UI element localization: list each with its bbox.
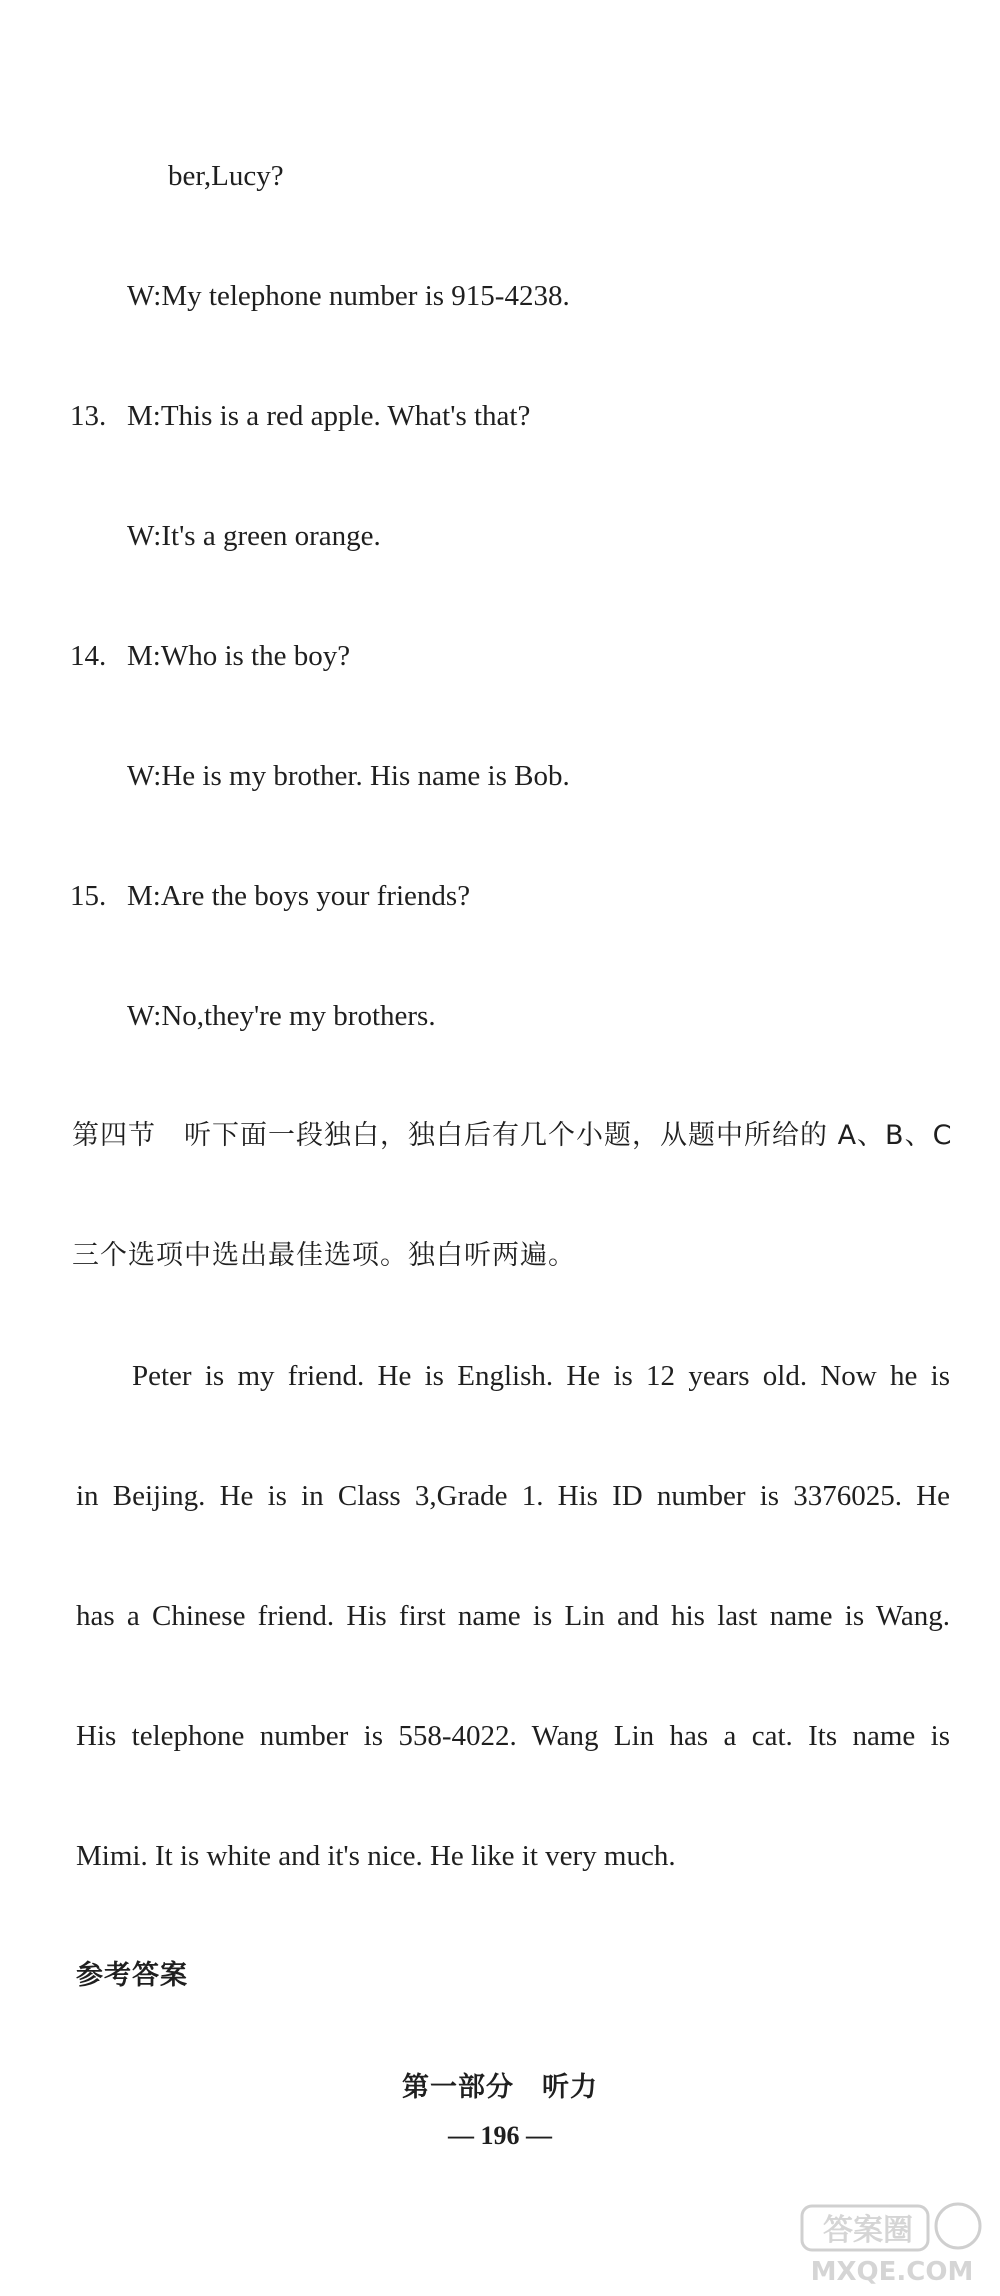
question-number: 13. (70, 400, 107, 432)
answers-heading: 参考答案 (76, 1960, 188, 1991)
question-15 (70, 878, 470, 914)
passage-line: has a Chinese friend. His first name is Lin and his last name is Wang. (76, 1600, 950, 1632)
passage-line: in Beijing. He is in Class 3,Grade 1. His ID number is 3376025. He (76, 1480, 950, 1512)
question-14 (70, 638, 350, 674)
dialog-line: M:Who is the boy? (127, 640, 351, 672)
dialog-line: W:It's a green orange. (127, 520, 381, 552)
dialog-line: W:He is my brother. His name is Bob. (127, 760, 570, 792)
question-number: 15. (70, 880, 107, 912)
instruction-line: 第四节 听下面一段独白，独白后有几个小题，从题中所给的 A、B、C (72, 1120, 953, 1151)
watermark-url: MXQE.COM (810, 2257, 974, 2287)
dialog-line: M:Are the boys your friends? (127, 880, 471, 912)
instruction-line: 三个选项中选出最佳选项。独白听两遍。 (72, 1240, 576, 1271)
watermark-text: 答案圈 (823, 2213, 913, 2248)
question-number: 14. (70, 640, 107, 672)
dialog-line: W:No,they're my brothers. (127, 1000, 436, 1032)
question-13 (70, 398, 530, 434)
dialog-line: ber,Lucy? (168, 160, 284, 192)
page-number: — 196 — (448, 2121, 552, 2150)
passage-line: Mimi. It is white and it's nice. He like it very much. (76, 1840, 676, 1872)
part-heading: 第一部分 听力 (402, 2072, 598, 2103)
dialog-line: M:This is a red apple. What's that? (127, 400, 531, 432)
watermark-logo (782, 2196, 992, 2292)
dialog-line: W:My telephone number is 915-4238. (127, 280, 570, 312)
passage-line: Peter is my friend. He is English. He is 12 years old. Now he is (132, 1360, 950, 1392)
passage-line: His telephone number is 558-4022. Wang Lin has a cat. Its name is (76, 1720, 950, 1752)
